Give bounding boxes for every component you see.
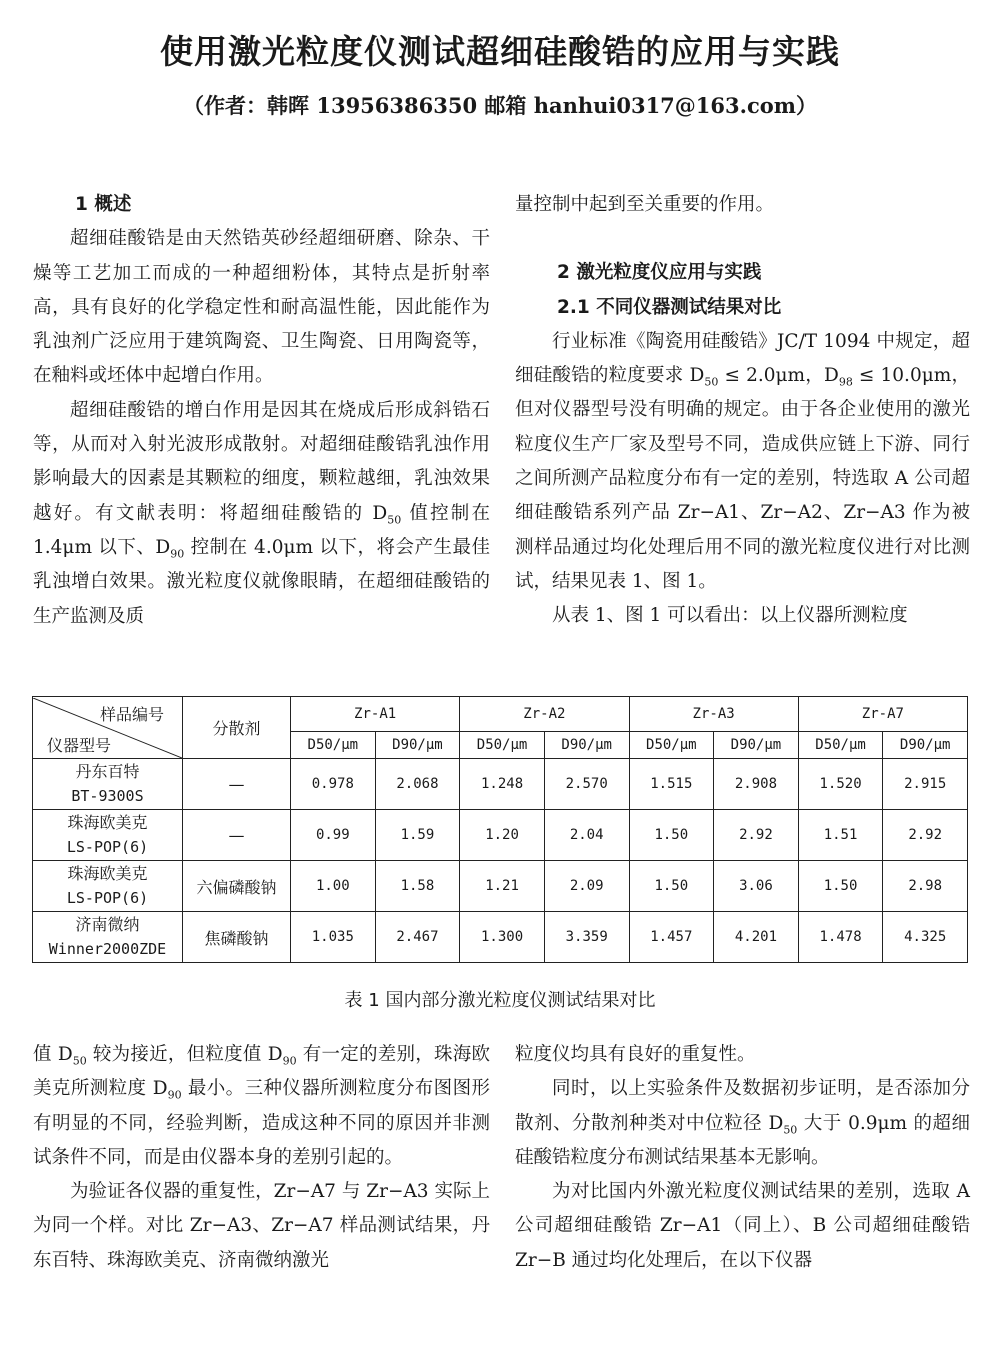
instrument-cell: 济南微纳 Winner2000ZDE (33, 912, 183, 963)
value-cell: 1.20 (460, 810, 545, 861)
table-corner-cell (33, 697, 183, 759)
column-top-left (33, 188, 490, 634)
d90-header: D90/μm (714, 732, 799, 759)
value-cell: 2.915 (883, 759, 968, 810)
value-cell: 1.59 (375, 810, 460, 861)
analysis-paragraph: 值 $D_{50}$ 较为接近，但粒度值 $D_{90}$ 有一定的差别，珠海欧美克所测粒度 $D_{90}$ 最小。三种仪器所测粒度分布图图形有明显的不同，经验判断，造成这种不同的原因并非测试条件不同，而是由仪器本身的差别引起的。 (33, 1044, 490, 1168)
dispersant-paragraph: 同时，以上实验条件及数据初步证明，是否添加分散剂、分散剂种类对中位粒径 $D_{50}$ 大于 0.9μm 的超细硅酸锆粒度分布测试结果基本无影响。 (515, 1078, 970, 1168)
value-cell: 1.478 (798, 912, 883, 963)
d90-header: D90/μm (544, 732, 629, 759)
corner-sample-label: 样品编号 (99, 704, 164, 724)
value-cell: 1.035 (291, 912, 376, 963)
corner-instrument-label: 仪器型号 (47, 735, 112, 755)
d50-header: D50/μm (798, 732, 883, 759)
section-2-1-paragraph-2: 从表 1、图 1 可以看出：以上仪器所测粒度 (552, 605, 908, 627)
value-cell: 2.908 (714, 759, 799, 810)
repeatability-paragraph: 为验证各仪器的重复性，Zr−A7 与 Zr−A3 实际上为同一个样。对比 Zr−A3、Zr−A7 样品测试结果，丹东百特、珠海欧美克、济南微纳激光 (33, 1181, 490, 1271)
value-cell: 4.325 (883, 912, 968, 963)
section-1-continuation: 量控制中起到至关重要的作用。 (515, 194, 775, 215)
instrument-cell: 珠海欧美克 LS-POP(6) (33, 861, 183, 912)
comparison-paragraph: 为对比国内外激光粒度仪测试结果的差别，选取 A 公司超细硅酸锆 Zr−A1（同上）、B 公司超细硅酸锆 Zr−B 通过均化处理后，在以下仪器 (515, 1181, 970, 1271)
d90-header: D90/μm (883, 732, 968, 759)
value-cell: 1.520 (798, 759, 883, 810)
value-cell: 1.248 (460, 759, 545, 810)
table-row (33, 810, 968, 861)
section-2-1-paragraph-1: 行业标准《陶瓷用硅酸锆》JC/T 1094 中规定，超细硅酸锆的粒度要求 $D_{50} \le 2.0\mu m$，$D_{98} \le 10.0\mu m$，但对仪器型号没有明确的规定。由于各企业使用的激光粒度仪生产厂家及型号不同，造成供应链上下游、同行之间所测产品粒度分布有一定的差别，特选取 A 公司超细硅酸锆系列产品 Zr−A1、Zr−A2、Zr−A3 作为被测样品通过均化处理后用不同的激光粒度仪进行对比测试，结果见表 1、图 1。 (515, 330, 970, 592)
section-1-heading: 1 概述 (75, 194, 132, 215)
dispersant-cell: — (183, 810, 291, 861)
table-caption: 表 1 国内部分激光粒度仪测试结果对比 (344, 990, 656, 1011)
section-2-1-heading: 2.1 不同仪器测试结果对比 (557, 296, 782, 318)
column-bottom-left (33, 1038, 490, 1278)
results-table (32, 696, 968, 963)
value-cell: 2.09 (544, 861, 629, 912)
value-cell: 1.00 (291, 861, 376, 912)
value-cell: 0.978 (291, 759, 376, 810)
d50-header: D50/μm (629, 732, 714, 759)
value-cell: 3.06 (714, 861, 799, 912)
instrument-cell: 丹东百特 BT-9300S (33, 759, 183, 810)
value-cell: 1.58 (375, 861, 460, 912)
sample-header: Zr-A1 (291, 697, 460, 732)
author-line: （作者：韩晖 13956386350 邮箱 hanhui0317@163.com） (183, 93, 817, 118)
value-cell: 4.201 (714, 912, 799, 963)
value-cell: 1.21 (460, 861, 545, 912)
value-cell: 1.300 (460, 912, 545, 963)
table-row (33, 759, 968, 810)
sample-header: Zr-A2 (460, 697, 629, 732)
d50-header: D50/μm (291, 732, 376, 759)
page-title: 使用激光粒度仪测试超细硅酸锆的应用与实践 (160, 32, 840, 71)
column-bottom-right (515, 1038, 970, 1278)
sample-header: Zr-A7 (798, 697, 967, 732)
value-cell: 2.068 (375, 759, 460, 810)
dispersant-cell: — (183, 759, 291, 810)
repeatability-continuation: 粒度仪均具有良好的重复性。 (515, 1044, 756, 1065)
dispersant-header: 分散剂 (183, 697, 291, 759)
table-row (33, 861, 968, 912)
value-cell: 3.359 (544, 912, 629, 963)
value-cell: 2.570 (544, 759, 629, 810)
d50-header: D50/μm (460, 732, 545, 759)
dispersant-cell: 焦磷酸钠 (183, 912, 291, 963)
value-cell: 2.467 (375, 912, 460, 963)
value-cell: 1.50 (629, 861, 714, 912)
dispersant-cell: 六偏磷酸钠 (183, 861, 291, 912)
value-cell: 0.99 (291, 810, 376, 861)
value-cell: 1.50 (798, 861, 883, 912)
value-cell: 2.92 (714, 810, 799, 861)
section-2-heading: 2 激光粒度仪应用与实践 (557, 262, 762, 284)
value-cell: 1.515 (629, 759, 714, 810)
value-cell: 1.457 (629, 912, 714, 963)
value-cell: 1.50 (629, 810, 714, 861)
section-1-paragraph-1: 超细硅酸锆是由天然锆英砂经超细研磨、除杂、干燥等工艺加工而成的一种超细粉体，其特点是折射率高，具有良好的化学稳定性和耐高温性能，因此能作为乳浊剂广泛应用于建筑陶瓷、卫生陶瓷、日用陶瓷等，在釉料或坯体中起增白作用。 (33, 228, 490, 387)
value-cell: 1.51 (798, 810, 883, 861)
instrument-cell: 珠海欧美克 LS-POP(6) (33, 810, 183, 861)
value-cell: 2.92 (883, 810, 968, 861)
value-cell: 2.98 (883, 861, 968, 912)
sample-header: Zr-A3 (629, 697, 798, 732)
column-top-right (515, 188, 970, 634)
d90-header: D90/μm (375, 732, 460, 759)
table-row (33, 912, 968, 963)
value-cell: 2.04 (544, 810, 629, 861)
section-1-paragraph-2: 超细硅酸锆的增白作用是因其在烧成后形成斜锆石等，从而对入射光波形成散射。对超细硅酸锆乳浊作用影响最大的因素是其颗粒的细度，颗粒越细，乳浊效果越好。有文献表明：将超细硅酸锆的 $D_{50}$ 值控制在 1.4μm 以下、$D_{90}$ 控制在 4.0μm 以下，将会产生最佳乳浊增白效果。激光粒度仪就像眼睛，在超细硅酸锆的生产监测及质 (33, 399, 491, 627)
